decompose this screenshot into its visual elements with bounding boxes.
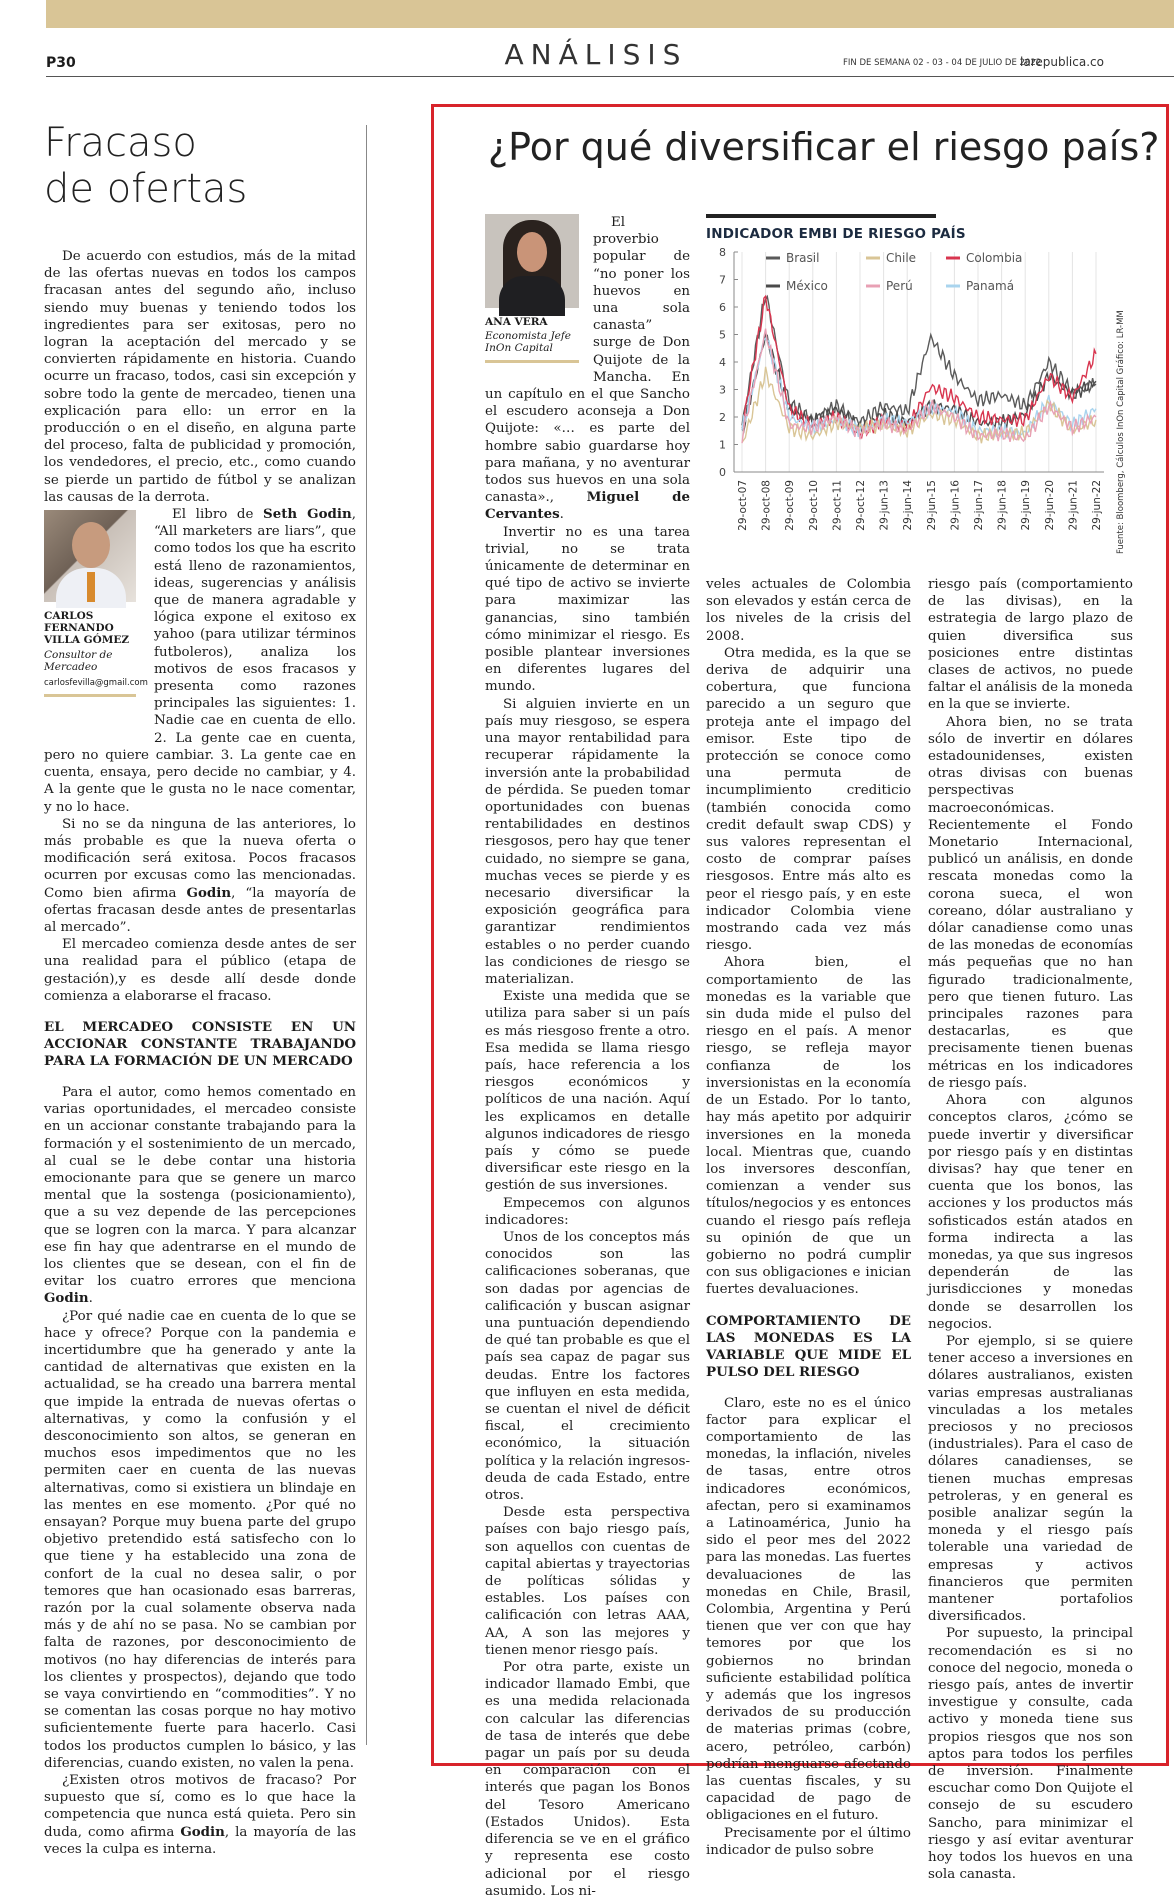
author-name (44, 610, 142, 646)
x-tick-label: 29-oct-10 (807, 480, 820, 531)
x-tick-label: 29-jun-14 (902, 480, 915, 531)
y-tick-label: 1 (719, 438, 726, 452)
bold-name: Godin (186, 884, 232, 901)
paragraph-text: El proverbio popular de “no poner los huevos en una sola canasta” surge de Don Quijote de la Mancha. En un capítulo en el que Sancho el escudero aconseja a Don Quijote: «… es parte del hombre sabio guardarse hoy para mañana, y no aventurar todos sus huevos en una sola canasta»., (485, 215, 690, 506)
paragraph: Ahora bien, no se trata sólo de invertir en dólares estadounidenses, existen otras divisas con buenas perspectivas macroeconómicas. Recientemente el Fondo Monetario Internacional, publicó un análisis, en donde rescata monedas como la corona sueca, el won coreano, dólar australiano y dólar canadiense como unas de las monedas de economías más pequeñas que no han figurado tradicionalmente, pero que tienen futuro. Las principales razones para destacarlas, es que precisamente tienen buenas métricas en los indicadores de riesgo país. (928, 714, 1133, 1091)
paragraph: Ahora con algunos conceptos claros, ¿cómo se puede invertir y diversificar por riesgo país y en distintas divisas? hay que tener en cuenta que los bonos, las acciones y los productos más sofisticados están atados en forma indirecta a las monedas, ya que sus ingresos dependerán de las jurisdicciones y monedas donde se desarrollen los negocios. (928, 1093, 1133, 1332)
y-tick-label: 2 (719, 411, 726, 424)
y-tick-label: 5 (719, 328, 726, 342)
section-title: ANÁLISIS (504, 38, 688, 71)
site-link[interactable]: larepublica.co (1020, 55, 1104, 69)
chart-title: INDICADOR EMBI DE RIESGO PAÍS (706, 226, 966, 242)
legend-label: Perú (886, 279, 913, 293)
paragraph: El mercadeo comienza desde antes de ser una realidad para el público (etapa de gestación),y es desde allí desde donde comienza a elaborarse el fracaso. (44, 937, 356, 1004)
chart-source: Fuente: Bloomberg, Cálculos InOn Capital Gráfico: LR-MM (1116, 310, 1126, 554)
paragraph-text: Para el autor, como hemos comentado en varias oportunidades, el mercadeo consiste en un accionar constante trabajando para la formación y el sostenimiento de un mercado, al cual se le debe contar una historia emocionante para que se genere un marco mental que la sostenga (posicionamiento), que a su vez depende de las percepciones que se logren con la marca. Y para alcanzar ese fin hay que adentrarse en el mundo de los clientes que se desean, con el fin de evitar los cuatro errores que menciona (44, 1084, 356, 1290)
paragraph-text: El libro de (172, 507, 264, 523)
legend-label: Brasil (786, 251, 820, 265)
author-underline (44, 694, 136, 697)
paragraph (44, 248, 356, 506)
author-underline (485, 360, 579, 363)
left-author-box (44, 510, 148, 732)
paragraph: Otra medida, es la que se deriva de adquirir una cobertura, que funciona parecido a un seguro que proteja ante el impago del emisor. Este tipo de protección se conoce como una permuta de incumplimiento crediticio (también conocida como credit default swap CDS) y sus valores representan el costo de comprar países riesgosos. Entre más alto es peor el riesgo país, y en este indicador Colombia viene mostrando cada vez más riesgo. (706, 645, 911, 954)
legend-label: Colombia (966, 251, 1023, 265)
main-column-2 (706, 576, 911, 1859)
paragraph-text: , “All marketers are liars”, que como todos los que ha escrito está lleno de razonamientos, ideas, sugerencias y análisis que de manera agradable y lógica expone el exitoso ex yahoo (para utilizar términos futboleros), analiza los motivos de esos fracasos y presenta como razones principales las siguientes: 1. Nadie cae en cuenta de ello. 2. La gente cae en cuenta, pero no quiere cambiar. 3. La gente cae en cuenta, ensaya, pero decide no cambiar, y 4. A la gente que le gusta no le nace comentar, y no lo hace. (44, 507, 356, 815)
main-author-box (485, 214, 585, 382)
column-divider (366, 125, 367, 1745)
paragraph (44, 816, 356, 936)
x-tick-label: 29-jun-19 (1020, 480, 1033, 531)
top-color-band (46, 0, 1174, 28)
x-tick-label: 29-jun-20 (1043, 480, 1056, 531)
x-tick-label: 29-oct-12 (855, 480, 867, 531)
paragraph: Unos de los conceptos más conocidos son las calificaciones soberanas, que son dadas por agencias de calificación y buscan asignar una puntuación dependiendo de qué tan probable es que el país sea capaz de pagar sus deudas. Entre los factores que influyen en esta medida, se cuentan el nivel de déficit fiscal, el crecimiento económico, la situación política y la relación ingresos-deuda de cada Estado, entre otros. (485, 1229, 690, 1504)
x-tick-label: 29-oct-11 (831, 480, 844, 531)
author-photo (44, 510, 136, 602)
paragraph-text: , la mayoría de las veces la culpa es interna. (44, 1824, 356, 1857)
left-article-body (44, 248, 356, 1858)
paragraph-text: , “la mayoría de ofertas fracasan desde antes de presentarlas al mercado”. (44, 885, 356, 935)
edition-date: FIN DE SEMANA 02 - 03 - 04 DE JULIO DE 2022 (843, 58, 1042, 68)
y-tick-label: 4 (719, 356, 726, 369)
paragraph (44, 1084, 356, 1308)
author-name-line: CARLOS (44, 610, 94, 623)
paragraph: Desde esta perspectiva países con bajo riesgo país, son aquellos con cuentas de capital abiertas y trayectorias de políticas sólidas y estables. Los países con calificación con letras AAA, AA, A son las mejores y tienen menor riesgo país. (485, 1505, 690, 1658)
y-tick-label: 7 (719, 273, 726, 287)
paragraph: riesgo país (comportamiento de las divisas), en la estrategia de largo plazo de quien diversifica sus posiciones entre distintas clases de activos, no puede faltar el análisis de la moneda en la que se invierte. (928, 577, 1133, 713)
paragraph: Por supuesto, la principal recomendación es si no conoce del negocio, moneda o riesgo país, antes de invertir investigue y consulte, cada activo y moneda tiene sus propios riesgos que nos son aptos para todos los perfiles de inversión. Finalmente escuchar como Don Quijote el consejo de su escudero Sancho, para minimizar el riesgo y así evitar aventurar hoy todos los huevos en una sola canasta. (928, 1626, 1133, 1883)
page-number: P30 (46, 55, 76, 71)
author-role (44, 649, 142, 673)
y-tick-label: 0 (719, 466, 726, 479)
bold-name: Seth Godin (263, 506, 352, 523)
author-photo (485, 214, 579, 308)
author-role-line: Consultor de (44, 649, 113, 662)
paragraph-text: Si no se da ninguna de las anteriores, lo más probable es que la nueva oferta o modificación será exitosa. Pocos fracasos ocurren por excusas como las mencionadas. Como bien afirma (44, 816, 356, 901)
x-tick-label: 29-oct-09 (784, 480, 797, 531)
paragraph: Ahora bien, el comportamiento de las monedas es la variable que sin duda mide el pulso del riesgo en el país. A menor riesgo, se refleja mayor confianza de los inversionistas en la economía de un Estado. Por lo tanto, hay más apetito por adquirir inversiones en la moneda local. Mientras que, cuando los inversores desconfían, comienzan a vender sus títulos/negocios y es entonces cuando el riesgo país refleja su opinión de que un gobierno no podrá cumplir con sus obligaciones e inician fuertes devaluaciones. (706, 955, 911, 1298)
bold-name: Godin (44, 1290, 89, 1307)
paragraph: Si alguien invierte en un país muy riesgoso, se espera una mayor rentabilidad para recuperar rápidamente la inversión ante la probabilidad de pérdida. Se pueden tomar oportunidades con buenas rentabilidades en destinos riesgosos, pero hay que tener cuidado, no siempre se gana, muchas veces se pierde y es necesario diversificar la exposición geográfica para garantizar rendimientos estables o no perder cuando las condiciones de riesgo se materializan. (485, 696, 690, 987)
author-role-line: Economista Jefe (485, 330, 571, 342)
author-name-line: FERNANDO (44, 622, 114, 635)
left-article-title (44, 120, 364, 212)
y-tick-label: 6 (719, 301, 726, 314)
paragraph: Por otra parte, existe un indicador llamado Embi, que es una medida relacionada con calcular las diferencias de tasa de interés que debe pagar un país por su deuda en comparación con el interés que pagan los Bonos del Tesoro Americano (Estados Unidos). Esta diferencia se ve en el gráfico y representa ese costo adicional por el riesgo asumido. Los ni- (485, 1660, 690, 1899)
paragraph: ¿Por qué nadie cae en cuenta de lo que se hace y ofrece? Porque con la pandemia e incertidumbre que ha generado y ante la cantidad de alternativas que existen en la actualidad, se ha creado una barrera mental que impide la entrada de nuevas ofertas o alternativas, y como la confusión y el desconocimiento son altos, se generan en muchos esos impedimentos que no les permiten caer en cuenta de las nuevas alternativas, como si existiera un blindaje en las mentes en ese momento. ¿Por qué no ensayan? Porque muy buena parte del grupo objetivo pretendido está satisfecho con lo que tiene y ha establecido una zona de confort de la cual no desea salir, o por temores que han ocasionado esas barreras, razón por la cual solamente observa nada más y de ahí no se pasa. No se cambian por falta de razones, por desconocimiento de motivos (no hay diferencias de interés para los clientes y prospectos), dejando que todo se vaya convirtiendo en “commodities”. Y no se comentan las cosas porque no hay motivo suficientemente fuerte para hacerlo. Casi todos los productos cumplen lo básico, y las diferencias, cuando existen, no valen la pena. (44, 1308, 356, 1771)
legend-label: México (786, 279, 828, 293)
author-email[interactable]: carlosfevilla@gmail.com (44, 678, 148, 689)
left-subheading: EL MERCADEO CONSISTE EN UN ACCIONAR CONSTANTE TRABAJANDO PARA LA FORMACIÓN DE UN MERCADO (44, 1018, 356, 1069)
paragraph (44, 1772, 356, 1858)
main-subheading: COMPORTAMIENTO DE LAS MONEDAS ES LA VARIABLE QUE MIDE EL PULSO DEL RIESGO (706, 1312, 911, 1380)
left-title-line: Fracaso (44, 120, 197, 166)
paragraph-text: . (559, 507, 564, 523)
paragraph-text: De acuerdo con estudios, más de la mitad de las ofertas nuevas en todos los campos fracasan antes del segundo año, incluso siendo muy buenas y teniendo todos los ingredientes para ser exitosas, pero no logran la aceptación del mercado y se convierten rápidamente en historia. Cuando ocurre un fracaso, todos, casi sin excepción y sobre todo la gente de mercadeo, tienen una explicación para ello: un error en la producción o en el diseño, en alguna parte del proceso, falta de publicidad y promoción, los vendedores, el precio, etc., como cuando se pierde un partido de fútbol y se analizan las causas de la derrota. (44, 249, 356, 505)
y-tick-label: 8 (719, 246, 726, 259)
paragraph-text: . (88, 1291, 93, 1307)
x-tick-label: 29-jun-16 (949, 480, 962, 531)
author-role-line: InOn Capital (485, 342, 553, 354)
x-tick-label: 29-jun-17 (973, 480, 985, 531)
y-tick-label: 3 (719, 383, 726, 397)
paragraph: Precisamente por el último indicador de pulso sobre (706, 1825, 911, 1858)
x-tick-label: 29-jun-21 (1067, 480, 1080, 531)
main-column-1 (485, 214, 690, 1900)
x-tick-label: 29-oct-08 (760, 480, 773, 531)
chart-plot (706, 244, 1116, 564)
chart-top-rule (706, 214, 936, 218)
x-tick-label: 29-jun-18 (996, 480, 1009, 531)
author-role (485, 330, 585, 354)
paragraph: veles actuales de Colombia son elevados y están cerca de los niveles de la crisis del 2008. (706, 577, 911, 644)
bold-name: Miguel de Cervantes (485, 489, 690, 523)
author-name: ANA VERA (485, 316, 548, 328)
x-tick-label: 29-jun-22 (1091, 480, 1103, 531)
author-role-line: Mercadeo (44, 661, 98, 674)
paragraph: Invertir no es una tarea trivial, no se trata únicamente de determinar en qué tipo de activo se invierte para maximizar las ganancias, sino también cómo minimizar el riesgo. Es posible plantear inversiones en diferentes lugares del mundo. (485, 524, 690, 695)
left-title-line: de ofertas (44, 166, 248, 212)
paragraph: Claro, este no es el único factor para explicar el comportamiento de las monedas, la inflación, niveles de tasas, entre otros indicadores económicos, afectan, pero si examinamos a Latinoamérica, Junio ha sido el peor mes del 2022 para las monedas. Las fuertes devaluaciones de las monedas en Chile, Brasil, Colombia, Argentina y Perú tienen que ver con que hay temores por que los gobiernos no brindan suficiente estabilidad política y además que los ingresos derivados de su producción de materias primas (cobre, acero, petróleo, carbón) podrían menguarse afectando las cuentas fiscales, y su capacidad de pago de obligaciones en el futuro. (706, 1395, 911, 1824)
bold-name: Godin (180, 1823, 225, 1840)
paragraph: Por ejemplo, si se quiere tener acceso a inversiones en dólares australianos, existen varias empresas australianas vinculadas a los metales preciosos y no preciosos (industriales). Para el caso de dólares canadienses, se tienen muchas empresas petroleras, y en general es posible analizar según la moneda y el riesgo país tolerable una variedad de empresas y activos financieros que permiten mantener portafolios diversificados. (928, 1333, 1133, 1625)
paragraph: Empecemos con algunos indicadores: (485, 1195, 690, 1228)
paragraph: Existe una medida que se utiliza para saber si un país es más riesgoso frente a otro. Esa medida se llama riesgo país, hace referencia a los riesgos económicos y políticos de una nación. Aquí les explicamos en detalle algunos indicadores de riesgo país y cómo se puede diversificar este riesgo en la gestión de sus inversiones. (485, 989, 690, 1194)
header-divider (46, 76, 1174, 77)
x-tick-label: 29-oct-07 (737, 480, 749, 531)
main-article-title: ¿Por qué diversificar el riesgo país? (488, 125, 1160, 169)
embi-chart (706, 214, 1146, 564)
x-tick-label: 29-jun-13 (878, 480, 891, 531)
legend-label: Chile (886, 251, 917, 265)
author-name-line: VILLA GÓMEZ (44, 634, 130, 647)
paragraph-text: ¿Existen otros motivos de fracaso? Por supuesto que sí, como es lo que hace la competencia que nunca está quieta. Pero sin duda, como afirma (44, 1773, 356, 1840)
legend-label: Panamá (966, 279, 1015, 293)
main-column-3 (928, 576, 1133, 1883)
x-tick-label: 29-jun-15 (925, 480, 938, 531)
